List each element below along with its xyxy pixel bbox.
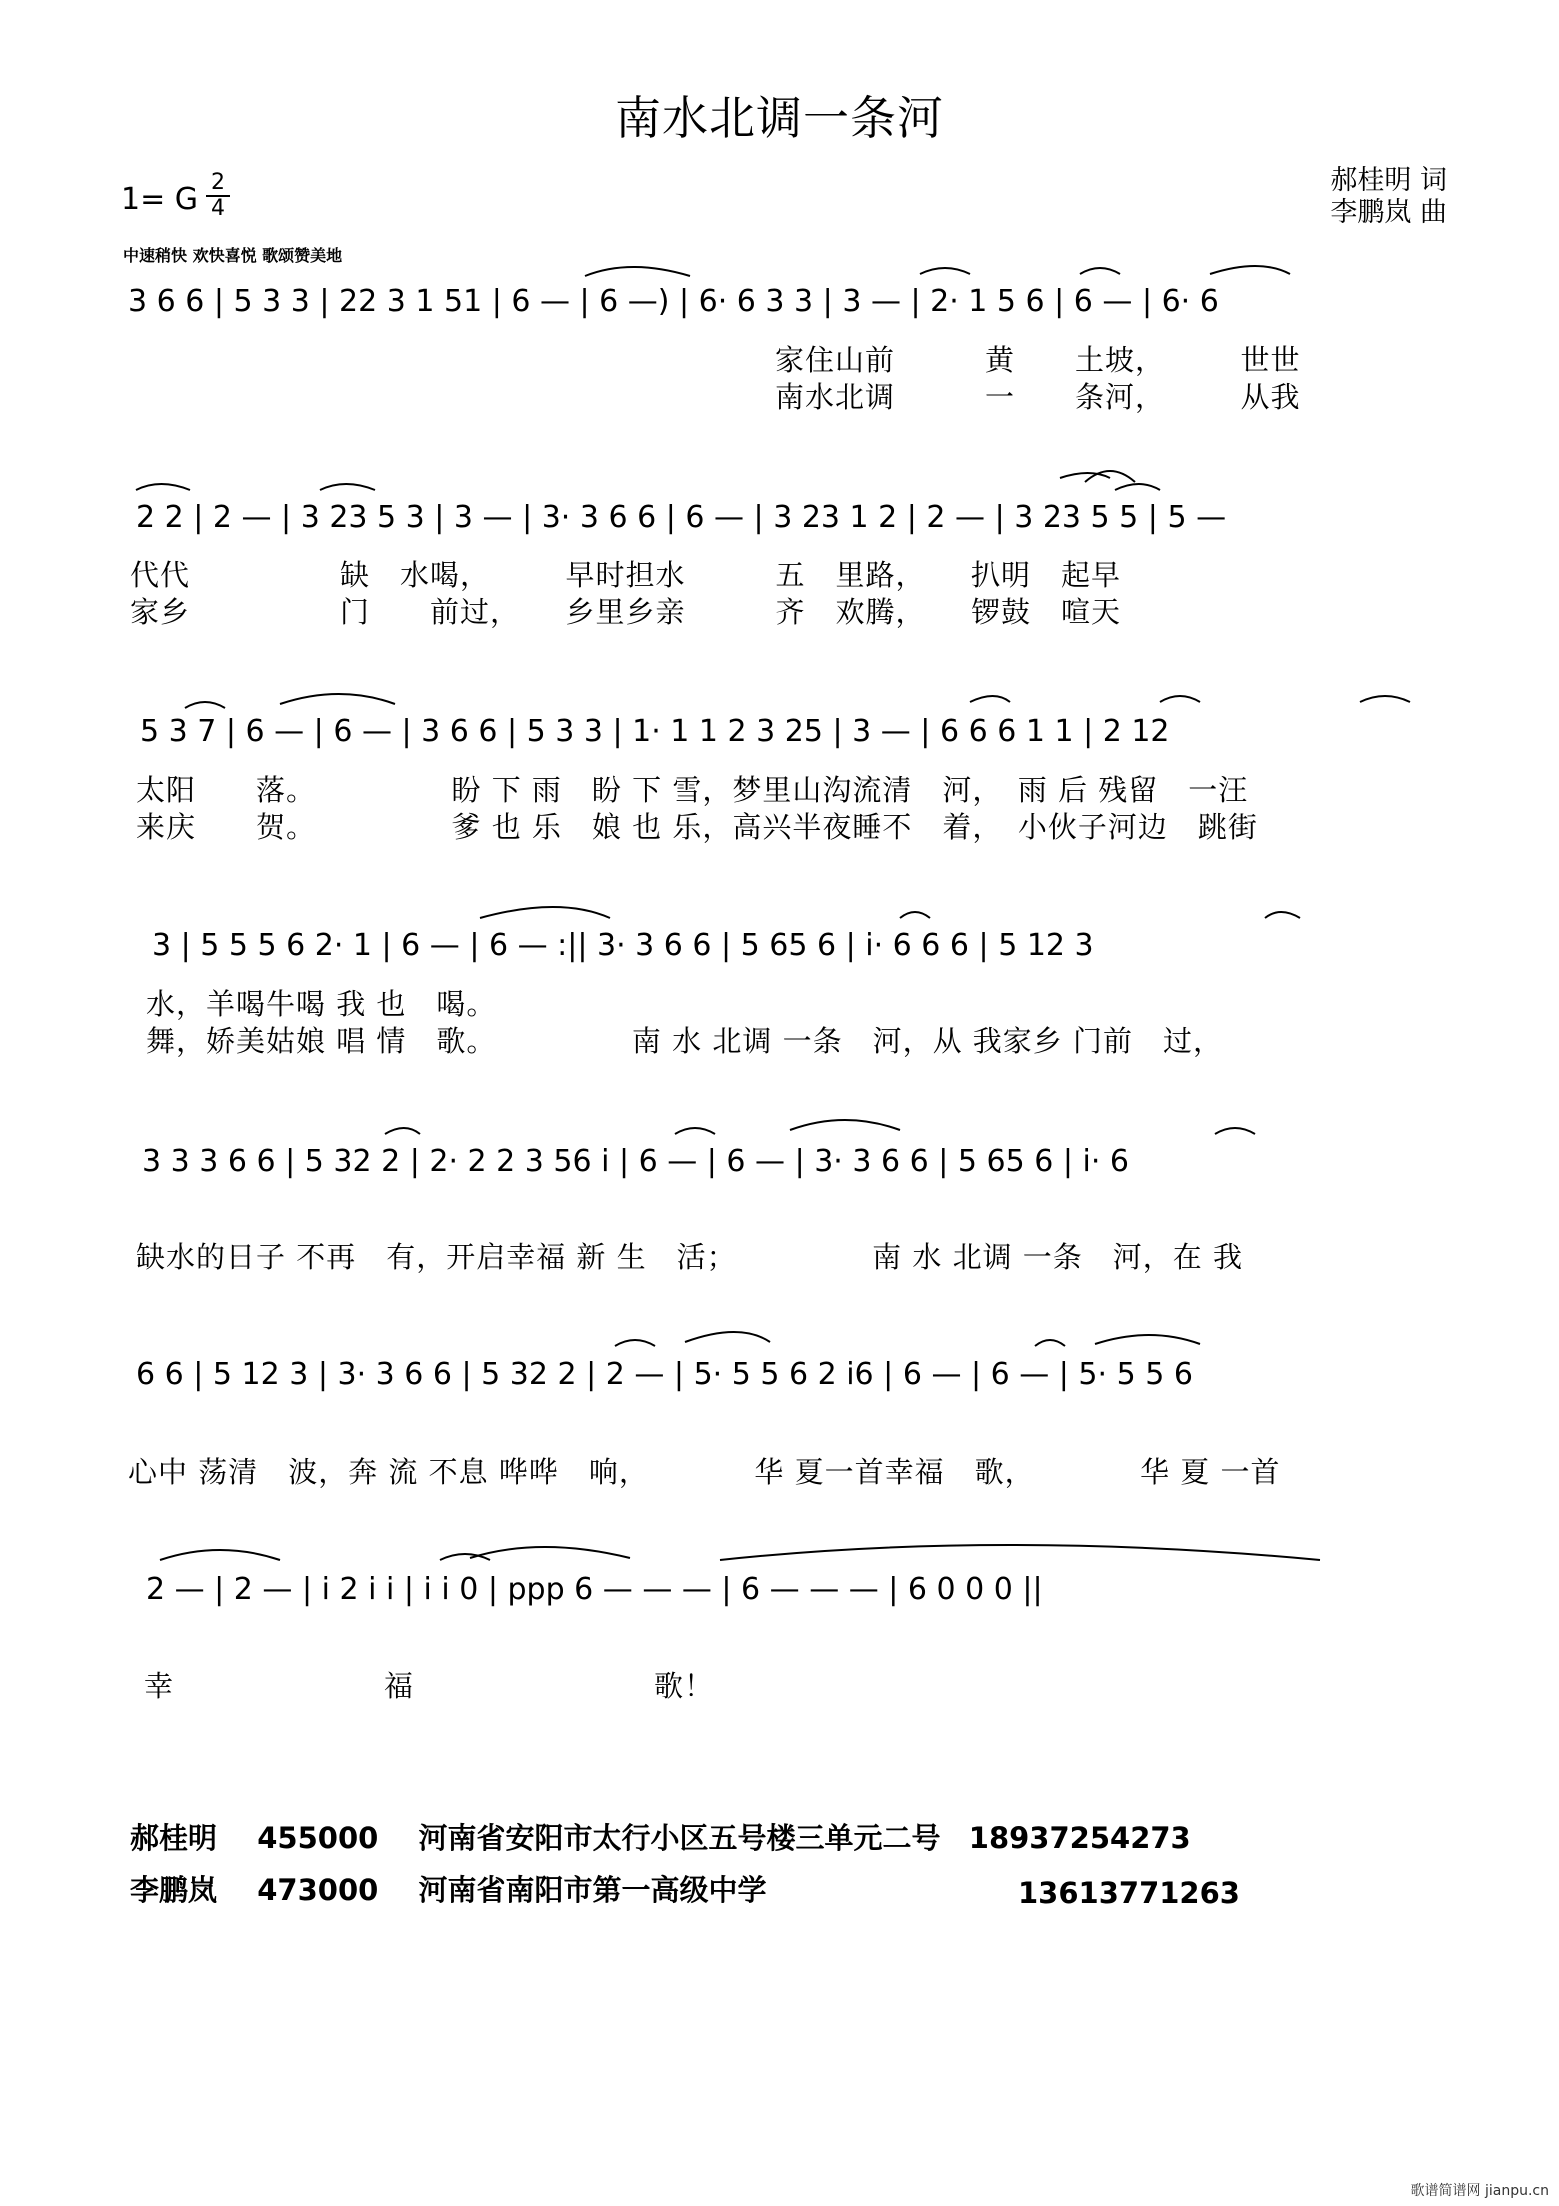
lyric-row-1-verse-1: 家住山前 黄 土坡， 世世 — [775, 343, 1301, 377]
slur — [685, 1332, 770, 1342]
contact-postcode: 473000 — [257, 1873, 379, 1907]
contact-name: 李鹏岚 — [130, 1873, 218, 1907]
contact-row-2 — [130, 1868, 767, 1909]
slur — [900, 912, 930, 918]
slur — [1060, 473, 1110, 478]
lyric-row-7: 幸 福 歌！ — [144, 1669, 715, 1703]
slur — [1035, 1340, 1065, 1346]
slur — [720, 1545, 1320, 1560]
lyric-row-5: 缺水的日子 不再 有，开启幸福 新 生 活； 南 水 北调 一条 河，在 我 — [136, 1240, 1244, 1274]
contact-name: 郝桂明 — [130, 1821, 218, 1855]
lyric-row-4-verse-1: 水，羊喝牛喝 我 也 喝。 — [146, 987, 497, 1021]
slur — [1210, 266, 1290, 274]
slur — [970, 696, 1010, 702]
slur — [160, 1550, 280, 1560]
contact-address: 河南省南阳市第一高级中学 — [418, 1873, 767, 1907]
contact-postcode: 455000 — [257, 1821, 379, 1855]
key-signature: 1= G — [121, 182, 199, 217]
slur — [615, 1340, 655, 1346]
time-signature-top: 2 — [211, 170, 225, 195]
slur — [320, 484, 375, 490]
tempo-marking: 中速稍快 欢快喜悦 歌颂赞美地 — [123, 246, 343, 265]
score-row-7: 2 — | 2 — | i 2 i i | i i 0 | ppp 6 — — — | 6 — — — | 6 0 0 0 || — [146, 1572, 1043, 1607]
slur — [585, 267, 690, 276]
time-signature-bottom: 4 — [211, 196, 225, 221]
score-row-5: 3 3 3 6 6 | 5 32 2 | 2· 2 2 3 56 i | 6 — | 6 — | 3· 3 6 6 | 5 65 6 | i· 6 — [142, 1144, 1129, 1179]
slur — [1265, 912, 1300, 918]
slur — [790, 1120, 900, 1130]
watermark: 歌谱简谱网 jianpu.cn — [1410, 2183, 1549, 2199]
slur — [385, 1128, 420, 1134]
slur — [1095, 1335, 1200, 1344]
lyric-row-1-verse-2: 南水北调 一 条河， 从我 — [775, 380, 1301, 414]
slur — [1115, 484, 1160, 490]
lyric-row-2-verse-2: 家乡 门 前过， 乡里乡亲 齐 欢腾， 锣鼓 喧天 — [130, 595, 1122, 629]
slur — [185, 702, 225, 708]
score-row-1: 3 6 6 | 5 3 3 | 22 3 1 51 | 6 — | 6 —) | 6· 6 3 3 | 3 — | 2· 1 5 6 | 6 — | 6· 6 — [128, 284, 1219, 319]
contact-address: 河南省安阳市太行小区五号楼三单元二号 — [418, 1821, 941, 1855]
score-row-6: 6 6 | 5 12 3 | 3· 3 6 6 | 5 32 2 | 2 — | 5· 5 5 6 2 i6 | 6 — | 6 — | 5· 5 5 6 — [136, 1357, 1193, 1392]
lyric-row-6: 心中 荡清 波，奔 流 不息 哗哗 响， 华 夏一首幸福 歌， 华 夏 一首 — [128, 1455, 1281, 1489]
slur — [470, 1547, 630, 1558]
contact-phone: 18937254273 — [968, 1821, 1191, 1855]
lyricist-credit: 郝桂明 词 — [1330, 165, 1447, 196]
composer-credit: 李鹏岚 曲 — [1330, 197, 1447, 228]
slur — [136, 484, 190, 490]
slur — [1360, 696, 1410, 702]
lyric-row-3-verse-2: 来庆 贺。 爹 也 乐 娘 也 乐，高兴半夜睡不 着， 小伙子河边 跳街 — [136, 810, 1258, 844]
page-title: 南水北调一条河 — [615, 91, 944, 145]
slur — [480, 907, 610, 918]
slur — [280, 694, 395, 704]
lyric-row-2-verse-1: 代代 缺 水喝， 早时担水 五 里路， 扒明 起早 — [130, 558, 1122, 592]
contact-row-2-phone: 13613771263 — [1018, 1876, 1240, 1910]
score-row-2: 2 2 | 2 — | 3 23 5 3 | 3 — | 3· 3 6 6 | 6 — | 3 23 1 2 | 2 — | 3 23 5 5 | 5 — — [136, 500, 1227, 535]
slur — [1215, 1128, 1255, 1134]
slur — [1080, 268, 1120, 274]
slur — [920, 268, 970, 274]
contact-row-1 — [130, 1816, 1191, 1857]
score-row-3: 5 3 7 | 6 — | 6 — | 3 6 6 | 5 3 3 | 1· 1 1 2 3 25 | 3 — | 6 6 6 1 1 | 2 12 — [140, 714, 1170, 749]
score-row-4: 3 | 5 5 5 6 2· 1 | 6 — | 6 — :|| 3· 3 6 6 | 5 65 6 | i· 6 6 6 | 5 12 3 — [152, 928, 1094, 963]
slur — [675, 1128, 715, 1134]
lyric-row-4-verse-2: 舞，娇美姑娘 唱 情 歌。 南 水 北调 一条 河，从 我家乡 门前 过， — [146, 1024, 1224, 1058]
lyric-row-3-verse-1: 太阳 落。 盼 下 雨 盼 下 雪，梦里山沟流清 河， 雨 后 残留 一汪 — [136, 773, 1249, 807]
slur — [1160, 696, 1200, 702]
